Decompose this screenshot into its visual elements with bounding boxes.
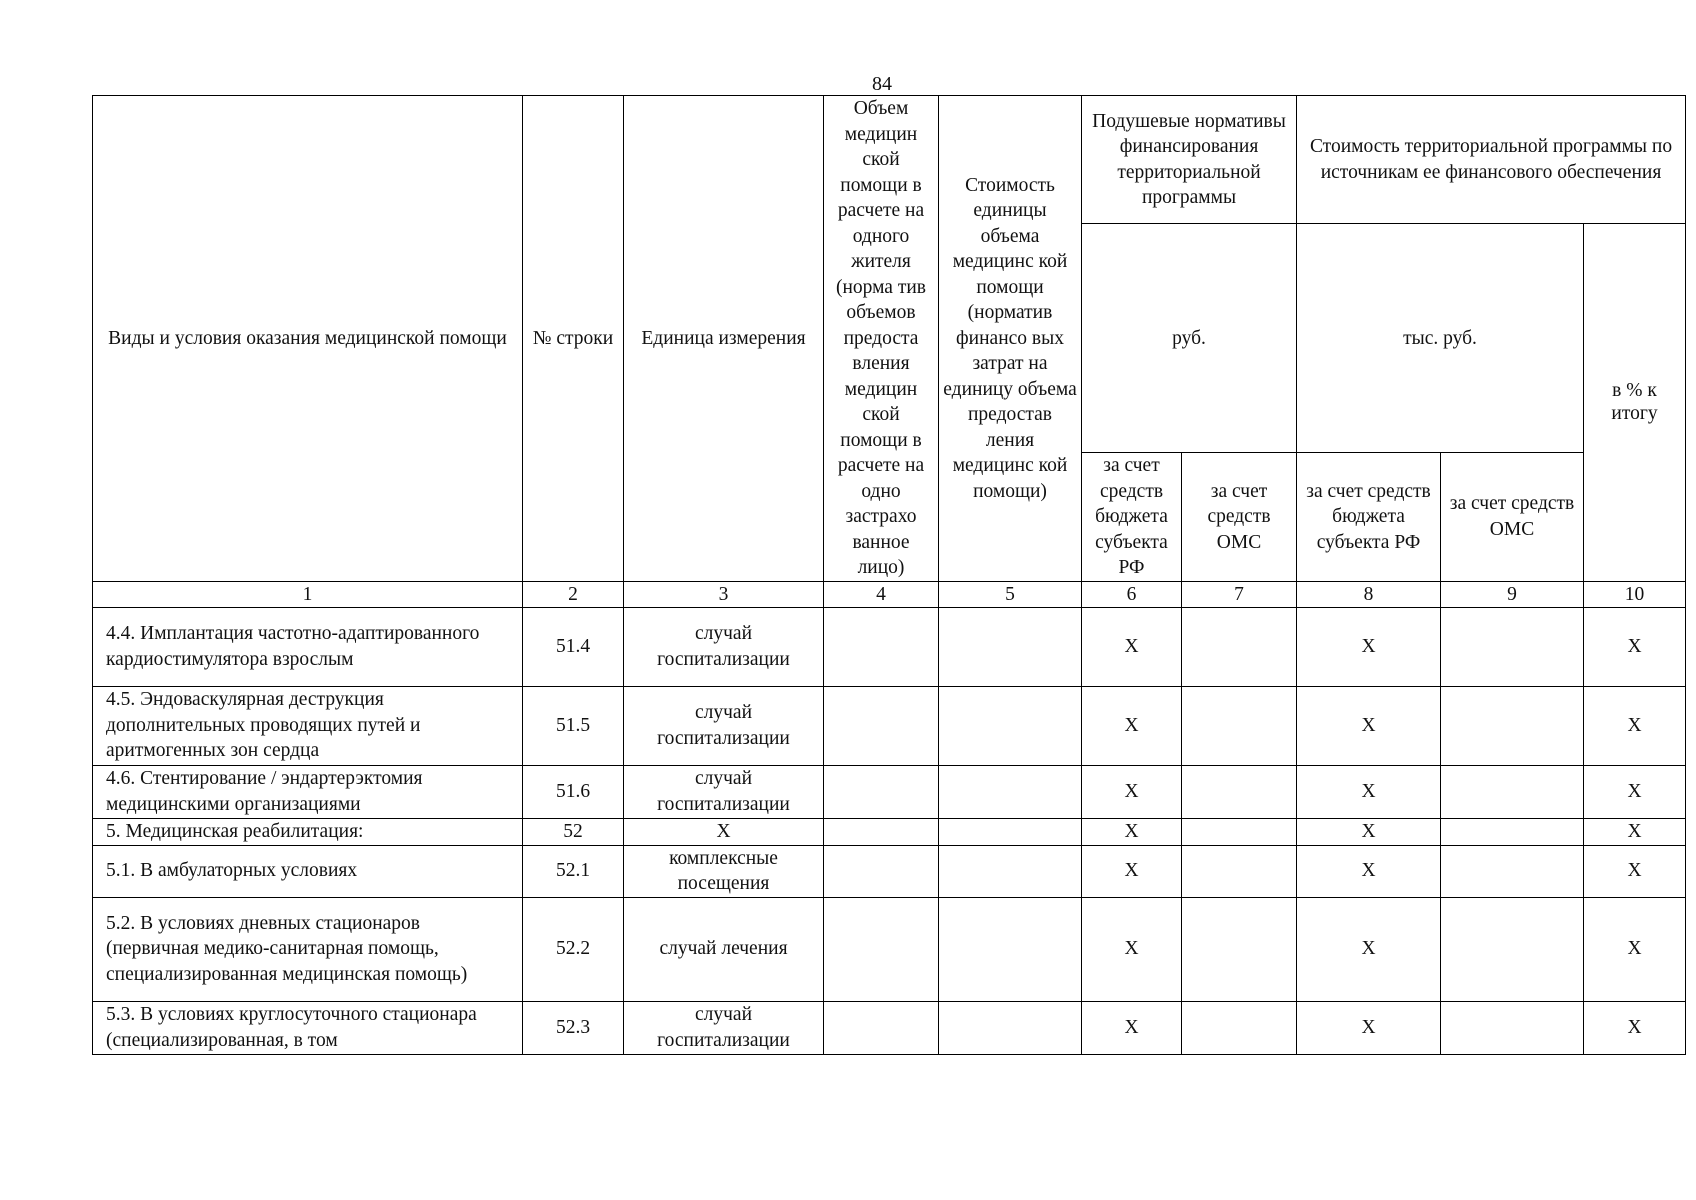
row-norm-budget: X	[1082, 607, 1182, 686]
row-cost-budget: X	[1297, 686, 1441, 765]
row-line-number: 52.2	[523, 897, 624, 1001]
page-number: 84	[872, 73, 892, 95]
row-line-number: 51.5	[523, 686, 624, 765]
table-row	[93, 1001, 1686, 1054]
column-number: 5	[939, 581, 1082, 607]
header-cost-oms: за счет средств ОМС	[1441, 453, 1584, 582]
column-number-row	[93, 581, 1686, 607]
row-unit: комплексные посещения	[624, 845, 824, 897]
column-number: 3	[624, 581, 824, 607]
row-norm-oms	[1182, 845, 1297, 897]
row-unit-cost	[939, 845, 1082, 897]
row-cost-budget: X	[1297, 818, 1441, 845]
row-unit-cost	[939, 1001, 1082, 1054]
row-cost-oms	[1441, 686, 1584, 765]
column-number: 4	[824, 581, 939, 607]
row-cost-oms	[1441, 845, 1584, 897]
header-program-cost: Стоимость территориальной программы по источникам ее финансового обеспечения	[1297, 96, 1686, 224]
row-unit: случай лечения	[624, 897, 824, 1001]
column-number: 9	[1441, 581, 1584, 607]
row-norm-oms	[1182, 897, 1297, 1001]
header-volume: Объем медицин ской помощи в расчете на одного жителя (норма тив объемов предоста вления медицин ской помощи в расчете на одно застрахо ванное лицо)	[824, 96, 939, 582]
table-row	[93, 765, 1686, 818]
row-line-number: 52.3	[523, 1001, 624, 1054]
row-unit: случай госпитализации	[624, 765, 824, 818]
row-name: 4.5. Эндоваскулярная деструкция дополнительных проводящих путей и аритмогенных зон сердца	[93, 686, 523, 765]
row-unit: X	[624, 818, 824, 845]
row-cost-oms	[1441, 897, 1584, 1001]
table-row	[93, 845, 1686, 897]
row-volume	[824, 1001, 939, 1054]
column-number: 10	[1584, 581, 1686, 607]
row-volume	[824, 845, 939, 897]
column-number: 7	[1182, 581, 1297, 607]
row-unit-cost	[939, 607, 1082, 686]
row-percent: X	[1584, 765, 1686, 818]
row-norm-oms	[1182, 818, 1297, 845]
row-cost-oms	[1441, 1001, 1584, 1054]
header-line-number: № строки	[523, 96, 624, 582]
row-percent: X	[1584, 1001, 1686, 1054]
row-norm-budget: X	[1082, 897, 1182, 1001]
row-percent: X	[1584, 686, 1686, 765]
row-norm-oms	[1182, 765, 1297, 818]
row-name: 5. Медицинская реабилитация:	[93, 818, 523, 845]
row-norm-budget: X	[1082, 1001, 1182, 1054]
row-cost-budget: X	[1297, 1001, 1441, 1054]
table-body	[93, 607, 1686, 1054]
header-unit-rub: руб.	[1082, 224, 1297, 453]
row-unit: случай госпитализации	[624, 607, 824, 686]
table-row	[93, 897, 1686, 1001]
table-row	[93, 686, 1686, 765]
row-unit-cost	[939, 818, 1082, 845]
header-per-capita-norms: Подушевые нормативы финансирования территориальной программы	[1082, 96, 1297, 224]
row-volume	[824, 765, 939, 818]
row-line-number: 52.1	[523, 845, 624, 897]
row-line-number: 51.4	[523, 607, 624, 686]
table-row	[93, 607, 1686, 686]
row-percent: X	[1584, 818, 1686, 845]
row-name: 5.3. В условиях круглосуточного стационара (специализированная, в том	[93, 1001, 523, 1054]
header-percent-of-total: в % к итогу	[1584, 224, 1686, 582]
column-number: 2	[523, 581, 624, 607]
header-unit: Единица измерения	[624, 96, 824, 582]
header-norm-oms: за счет средств ОМС	[1182, 453, 1297, 582]
row-unit: случай госпитализации	[624, 1001, 824, 1054]
column-number: 8	[1297, 581, 1441, 607]
row-norm-budget: X	[1082, 686, 1182, 765]
table-header	[93, 96, 1686, 608]
row-name: 5.2. В условиях дневных стационаров (первичная медико-санитарная помощь, специализированная медицинская помощь)	[93, 897, 523, 1001]
row-norm-oms	[1182, 686, 1297, 765]
row-line-number: 52	[523, 818, 624, 845]
row-name: 4.6. Стентирование / эндартерэктомия медицинскими организациями	[93, 765, 523, 818]
row-volume	[824, 686, 939, 765]
row-cost-oms	[1441, 818, 1584, 845]
row-unit-cost	[939, 686, 1082, 765]
row-cost-budget: X	[1297, 607, 1441, 686]
row-norm-budget: X	[1082, 845, 1182, 897]
row-unit-cost	[939, 897, 1082, 1001]
row-norm-oms	[1182, 1001, 1297, 1054]
row-cost-oms	[1441, 607, 1584, 686]
row-norm-oms	[1182, 607, 1297, 686]
table-row	[93, 818, 1686, 845]
header-unit-thousand-rub: тыс. руб.	[1297, 224, 1584, 453]
row-volume	[824, 897, 939, 1001]
financing-table	[92, 95, 1686, 1055]
row-cost-budget: X	[1297, 897, 1441, 1001]
header-unit-cost: Стоимость единицы объема медицинс кой помощи (норматив финансо вых затрат на единицу объема предостав ления медицинс кой помощи)	[939, 96, 1082, 582]
column-number: 6	[1082, 581, 1182, 607]
row-unit: случай госпитализации	[624, 686, 824, 765]
row-percent: X	[1584, 607, 1686, 686]
row-unit-cost	[939, 765, 1082, 818]
row-line-number: 51.6	[523, 765, 624, 818]
header-cost-budget: за счет средств бюджета субъекта РФ	[1297, 453, 1441, 582]
row-percent: X	[1584, 897, 1686, 1001]
row-name: 4.4. Имплантация частотно-адаптированного кардиостимулятора взрослым	[93, 607, 523, 686]
row-cost-budget: X	[1297, 765, 1441, 818]
row-percent: X	[1584, 845, 1686, 897]
row-volume	[824, 818, 939, 845]
row-name: 5.1. В амбулаторных условиях	[93, 845, 523, 897]
row-cost-oms	[1441, 765, 1584, 818]
row-norm-budget: X	[1082, 765, 1182, 818]
row-volume	[824, 607, 939, 686]
row-norm-budget: X	[1082, 818, 1182, 845]
header-service-type: Виды и условия оказания медицинской помощи	[93, 96, 523, 582]
header-norm-budget: за счет средств бюджета субъекта РФ	[1082, 453, 1182, 582]
column-number: 1	[93, 581, 523, 607]
row-cost-budget: X	[1297, 845, 1441, 897]
